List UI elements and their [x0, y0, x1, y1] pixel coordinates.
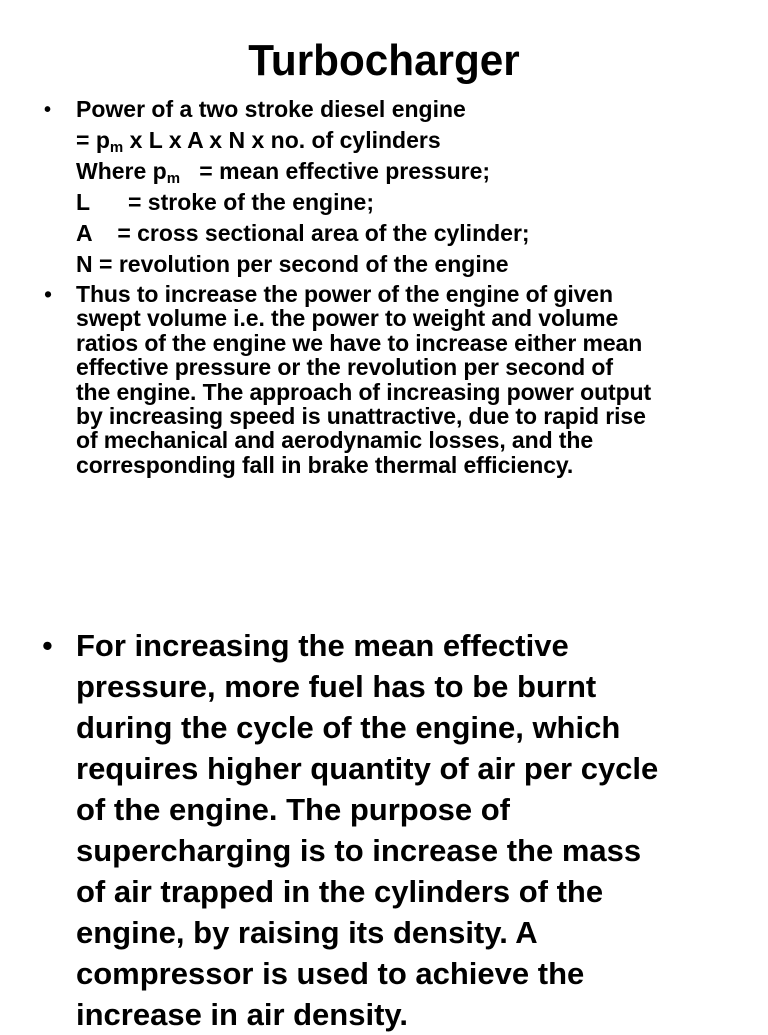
text-line: corresponding fall in brake thermal efficiency. [76, 451, 574, 478]
formula-line-3-pre: Where p [76, 158, 167, 184]
formula-line-4: L = stroke of the engine; [76, 189, 374, 215]
formula-line-5: A = cross sectional area of the cylinder; [76, 220, 530, 246]
text-line: engine, by raising its density. A [76, 915, 538, 950]
formula-line-2-post: x L x A x N x no. of cylinders [123, 127, 441, 153]
formula-subscript: m [109, 139, 124, 156]
text-line: increase in air density. [76, 997, 408, 1032]
text-line: of mechanical and aerodynamic losses, and the [76, 427, 594, 454]
formula-line-1: Power of a two stroke diesel engine [76, 96, 466, 122]
text-line: requires higher quantity of air per cycle [76, 751, 659, 786]
text-line: during the cycle of the engine, which [76, 710, 621, 745]
formula-block [76, 94, 530, 280]
page-title: Turbocharger [248, 36, 520, 85]
text-line: compressor is used to achieve the [76, 956, 585, 991]
formula-line-3-post: = mean effective pressure; [180, 158, 491, 184]
text-line: supercharging is to increase the mass [76, 833, 642, 868]
formula-line-2 [76, 125, 530, 156]
bullet-marker: • [44, 281, 53, 307]
bullet-marker: • [42, 628, 53, 663]
bullet-marker: • [44, 99, 52, 121]
text-line: the engine. The approach of increasing power output [76, 378, 652, 405]
text-line: pressure, more fuel has to be burnt [76, 669, 597, 704]
text-line: ratios of the engine we have to increase either mean [76, 329, 643, 356]
text-line: of the engine. The purpose of [76, 792, 510, 827]
text-line: Thus to increase the power of the engine of given [76, 281, 613, 307]
formula-line-3 [76, 156, 530, 187]
formula-line-2-pre: = p [76, 127, 110, 153]
paragraph-power-increase [76, 282, 736, 477]
text-line: effective pressure or the revolution per second of [76, 354, 613, 381]
text-line: swept volume i.e. the power to weight and volume [76, 305, 619, 332]
text-line: of air trapped in the cylinders of the [76, 874, 604, 909]
text-line: by increasing speed is unattractive, due to rapid rise [76, 403, 646, 430]
formula-subscript: m [166, 170, 181, 187]
text-line: For increasing the mean effective [76, 628, 569, 663]
paragraph-supercharging [76, 625, 736, 1035]
formula-line-6: N = revolution per second of the engine [76, 251, 509, 277]
